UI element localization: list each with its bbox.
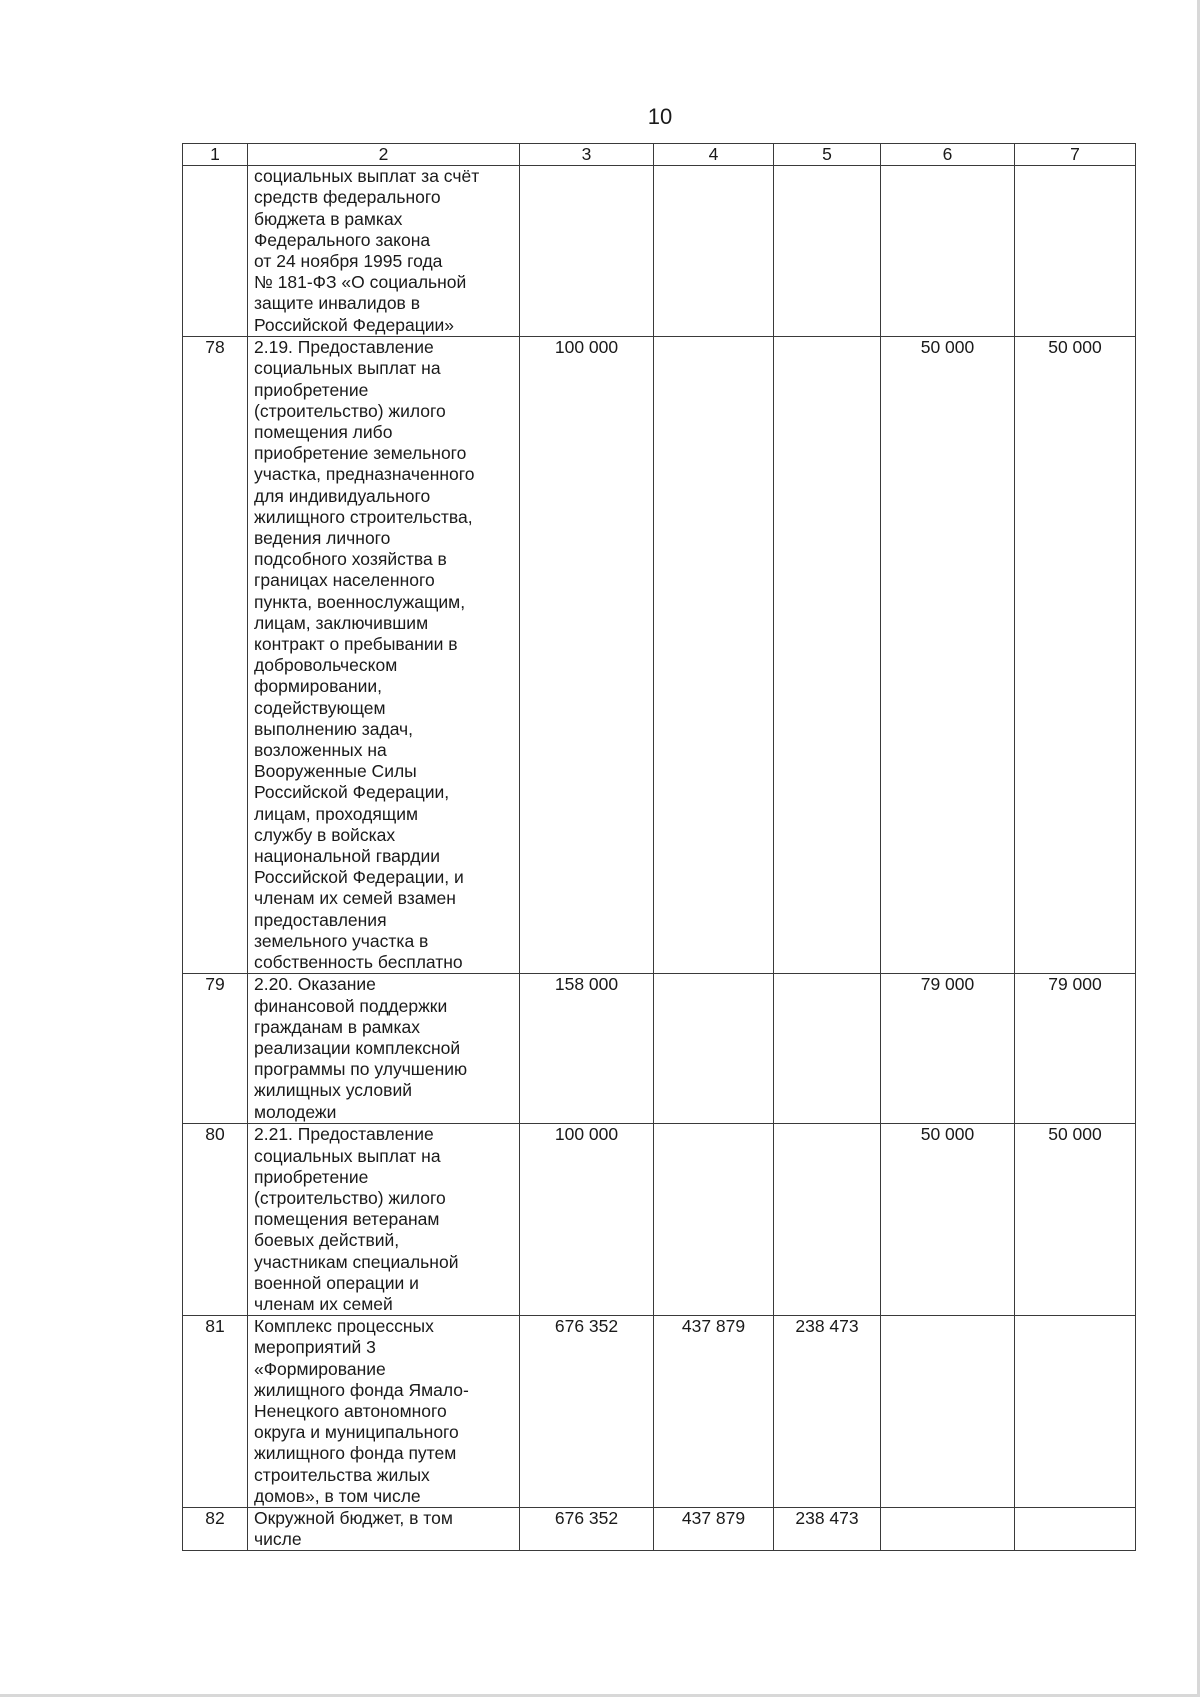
value-cell [881, 1316, 1015, 1508]
table-row [183, 1507, 1136, 1550]
description-cell: 2.20. Оказание финансовой поддержки гражданам в рамках реализации комплексной программы по улучшению жилищных условий молодежи [248, 974, 520, 1124]
value-cell [654, 166, 774, 337]
value-cell: 50 000 [1015, 337, 1136, 974]
value-cell: 50 000 [881, 1124, 1015, 1316]
row-number-cell: 80 [183, 1124, 248, 1316]
value-cell [881, 166, 1015, 337]
value-cell [654, 974, 774, 1124]
value-cell [1015, 1316, 1136, 1508]
description-cell: социальных выплат за счёт средств федерального бюджета в рамках Федерального закона от 24 ноября 1995 года № 181-ФЗ «О социальной защите инвалидов в Российской Федерации» [248, 166, 520, 337]
table-row [183, 166, 1136, 337]
table-header-row [183, 144, 1136, 166]
table-row [183, 1316, 1136, 1508]
value-cell [881, 1507, 1015, 1550]
column-header: 5 [774, 144, 881, 166]
value-cell [774, 337, 881, 974]
value-cell [1015, 166, 1136, 337]
value-cell [774, 974, 881, 1124]
value-cell: 50 000 [1015, 1124, 1136, 1316]
value-cell: 50 000 [881, 337, 1015, 974]
budget-table [182, 143, 1136, 1551]
value-cell: 437 879 [654, 1507, 774, 1550]
row-number-cell: 79 [183, 974, 248, 1124]
description-cell: Окружной бюджет, в том числе [248, 1507, 520, 1550]
column-header: 4 [654, 144, 774, 166]
value-cell [654, 1124, 774, 1316]
value-cell: 238 473 [774, 1507, 881, 1550]
column-header: 7 [1015, 144, 1136, 166]
row-number-cell [183, 166, 248, 337]
value-cell: 437 879 [654, 1316, 774, 1508]
description-cell: 2.21. Предоставление социальных выплат на приобретение (строительство) жилого помещения ветеранам боевых действий, участникам специальной военной операции и членам их семей [248, 1124, 520, 1316]
page-number: 10 [647, 104, 673, 129]
value-cell: 238 473 [774, 1316, 881, 1508]
value-cell: 100 000 [520, 1124, 654, 1316]
description-cell: Комплекс процессных мероприятий 3 «Формирование жилищного фонда Ямало- Ненецкого автономного округа и муниципального жилищного фонда путем строительства жилых домов», в том числе [248, 1316, 520, 1508]
row-number-cell: 81 [183, 1316, 248, 1508]
value-cell: 79 000 [1015, 974, 1136, 1124]
value-cell: 79 000 [881, 974, 1015, 1124]
value-cell: 676 352 [520, 1316, 654, 1508]
value-cell [774, 166, 881, 337]
column-header: 6 [881, 144, 1015, 166]
table-row [183, 974, 1136, 1124]
row-number-cell: 82 [183, 1507, 248, 1550]
column-header: 1 [183, 144, 248, 166]
value-cell: 100 000 [520, 337, 654, 974]
row-number-cell: 78 [183, 337, 248, 974]
value-cell [1015, 1507, 1136, 1550]
value-cell [520, 166, 654, 337]
column-header: 2 [248, 144, 520, 166]
value-cell: 158 000 [520, 974, 654, 1124]
table-row [183, 337, 1136, 974]
table-row [183, 1124, 1136, 1316]
column-header: 3 [520, 144, 654, 166]
description-cell: 2.19. Предоставление социальных выплат на приобретение (строительство) жилого помещения либо приобретение земельного участка, предназначенного для индивидуального жилищного строительства, ведения личного подсобного хозяйства в границах населенного пункта, военнослужащим, лицам, заключившим контракт о пребывании в добровольческом формировании, содействующем выполнению задач, возложенных на Вооруженные Силы Российской Федерации, лицам, проходящим службу в войсках национальной гвардии Российской Федерации, и членам их семей взамен предоставления земельного участка в собственность бесплатно [248, 337, 520, 974]
value-cell [654, 337, 774, 974]
value-cell [774, 1124, 881, 1316]
value-cell: 676 352 [520, 1507, 654, 1550]
